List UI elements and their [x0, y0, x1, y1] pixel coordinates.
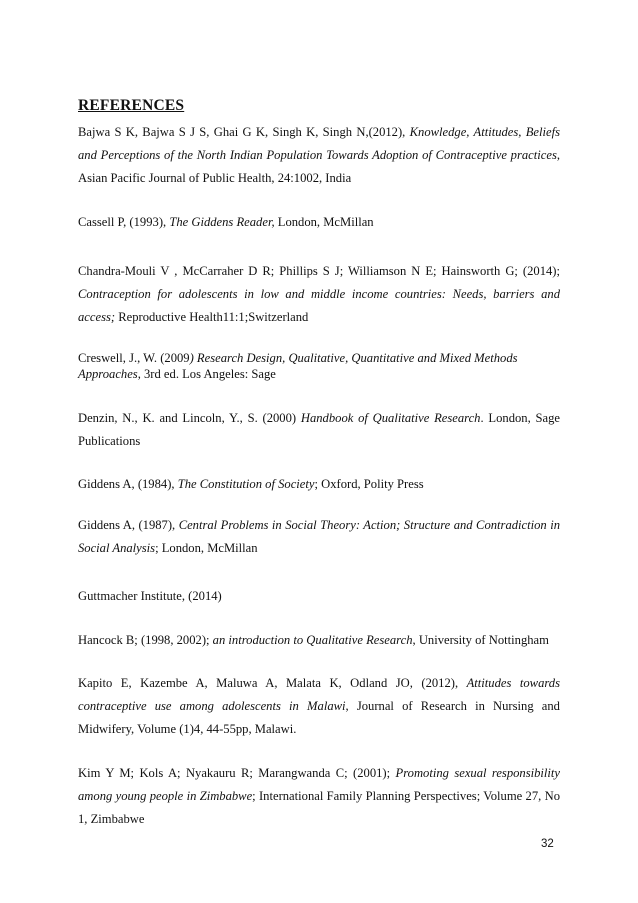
reference-entry-creswell	[78, 350, 548, 382]
page-number: 32	[541, 838, 554, 850]
reference-entry-giddens-1984	[78, 473, 560, 496]
reference-authors: Chandra-Mouli V , McCarraher D R; Phillips S J; Williamson N E; Hainsworth G; (2014);	[78, 264, 560, 278]
reference-source: . London, Sage Publications	[78, 411, 560, 448]
reference-source: ; International Family Planning Perspectives; Volume 27, No 1, Zimbabwe	[78, 789, 560, 826]
reference-entry-kim	[78, 762, 560, 831]
reference-title: Central Problems in Social Theory: Action; Structure and Contradiction in Social Analysis	[78, 518, 560, 555]
reference-entry-giddens-1987	[78, 514, 560, 560]
reference-title: ) Research Design, Qualitative, Quantitative and Mixed Methods Approaches	[78, 351, 518, 381]
reference-source: , University of Nottingham	[412, 633, 549, 647]
reference-authors: Creswell, J., W. (2009	[78, 351, 190, 365]
reference-authors: Kim Y M; Kols A; Nyakauru R; Marangwanda C; (2001);	[78, 766, 396, 780]
reference-title: Knowledge, Attitudes, Beliefs and Perceptions of the North Indian Population Towards Adoption of Contraceptive practices	[78, 125, 560, 162]
reference-source: , Journal of Research in Nursing and Midwifery, Volume (1)4, 44-55pp, Malawi.	[78, 699, 560, 736]
reference-title: an introduction to Qualitative Research	[212, 633, 413, 647]
reference-authors: Giddens A, (1987),	[78, 518, 179, 532]
reference-entry-cassell	[78, 211, 560, 234]
reference-source: London, McMillan	[274, 215, 374, 229]
reference-authors: Hancock B; (1998, 2002);	[78, 633, 213, 647]
reference-title: Handbook of Qualitative Research	[300, 411, 481, 425]
reference-source: , Asian Pacific Journal of Public Health, 24:1002, India	[78, 148, 560, 185]
reference-title: Contraception for adolescents in low and middle income countries: Needs, barriers and access;	[78, 287, 560, 324]
reference-title: The Giddens Reader,	[169, 215, 275, 229]
reference-source: , 3rd ed. Los Angeles: Sage	[137, 367, 276, 381]
reference-authors: Guttmacher Institute, (2014)	[78, 589, 222, 603]
reference-authors: Kapito E, Kazembe A, Maluwa A, Malata K, Odland JO, (2012),	[78, 676, 467, 690]
reference-authors: Giddens A, (1984),	[78, 477, 178, 491]
reference-source: ; London, McMillan	[155, 541, 258, 555]
reference-entry-kapito	[78, 672, 560, 741]
reference-source: ; Oxford, Polity Press	[314, 477, 424, 491]
reference-authors: Cassell P, (1993),	[78, 215, 170, 229]
reference-authors: Bajwa S K, Bajwa S J S, Ghai G K, Singh K, Singh N,(2012),	[78, 125, 410, 139]
reference-entry-hancock	[78, 629, 560, 652]
reference-title: Attitudes towards contraceptive use among adolescents in Malawi	[78, 676, 560, 713]
reference-title: The Constitution of Society	[177, 477, 315, 491]
reference-title: Promoting sexual responsibility among young people in Zimbabwe	[78, 766, 560, 803]
reference-entry-chandra-mouli	[78, 260, 560, 329]
reference-source: Reproductive Health11:1;Switzerland	[115, 310, 309, 324]
reference-entry-guttmacher	[78, 585, 560, 608]
references-heading: REFERENCES	[78, 97, 185, 114]
reference-authors: Denzin, N., K. and Lincoln, Y., S. (2000)	[78, 411, 301, 425]
reference-entry-bajwa	[78, 121, 560, 190]
reference-entry-denzin	[78, 407, 560, 453]
